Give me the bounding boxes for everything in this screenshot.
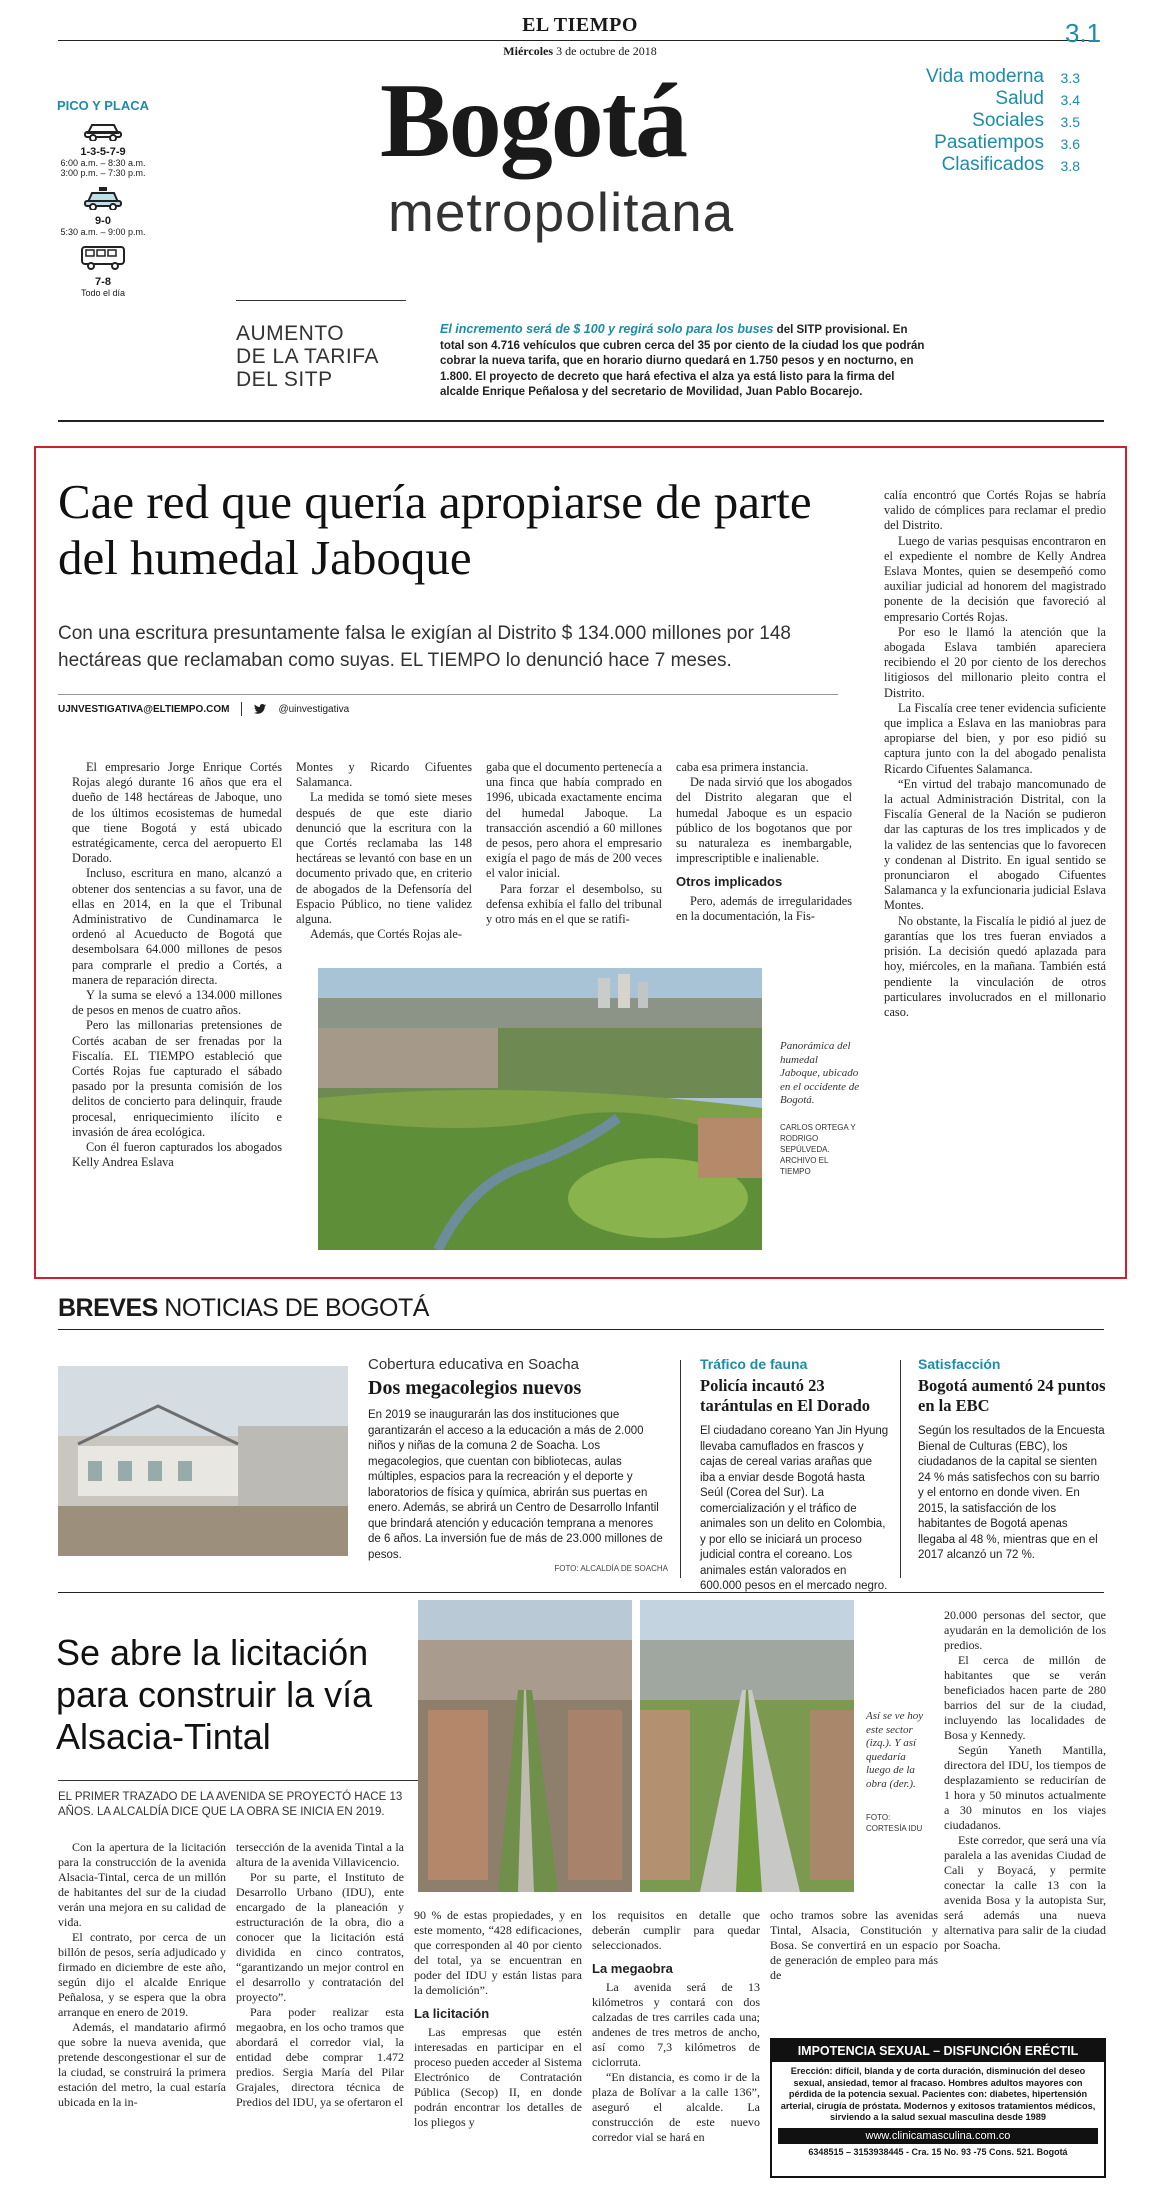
car-icon <box>83 119 123 141</box>
cars-hours-2: 3:00 p.m. – 7:30 p.m. <box>60 168 146 178</box>
paragraph: Pero las millonarias pretensiones de Cortés acaban de ser frenadas por la Fiscalía. EL TIEMPO estableció que Cortés Rojas fue capturado el sábado pasado por la presunta comisión de los delitos de concierto para delinquir, fraude procesal, enriquecimiento ilícito e invasión de área ecológica. <box>72 1018 282 1139</box>
alsacia-photo-caption: Así se ve hoy este sector (izq.). Y así quedaría luego de la obra (der.). <box>866 1710 924 1790</box>
taxis-hours: 5:30 a.m. – 9:00 p.m. <box>60 227 146 237</box>
paragraph: tersección de la avenida Tintal a la altura de la avenida Villavicencio. <box>236 1840 404 1869</box>
paragraph: gaba que el documento pertenecía a una finca que había comprado en 1996, ubicada exactamente encima del humedal Jaboque. La transacción ascendió a 60 millones de pesos, pero ahora el empresario exigía el pago de más de 200 veces el valor inicial. <box>486 760 662 881</box>
page-number: 3.1 <box>1065 18 1102 48</box>
breves-rest: NOTICIAS DE BOGOTÁ <box>157 1294 429 1322</box>
byline-twitter[interactable]: @uinvestigativa <box>278 703 350 715</box>
paragraph: Para poder realizar esta megaobra, en los ocho tramos que abordará el corredor vial, la entidad debe comprar 1.472 predios. Sergia María del Pilar Grajales, directora técnica de Predios del IDU, ya se ofertaron el <box>236 2005 404 2109</box>
paragraph: caba esa primera instancia. <box>676 760 809 774</box>
alsacia-photo-after <box>640 1600 854 1892</box>
paragraph: El empresario Jorge Enrique Cortés Rojas alegó durante 16 años que era el dueño de 148 hectáreas de Jaboque, uno de los últimos ecosistemas de humedal que tiene Bogotá y está ubicado estratégicamente, cerca del aeropuerto El Dorado. <box>72 760 282 866</box>
subhead: La licitación <box>414 2006 490 2021</box>
paragraph: No obstante, la Fiscalía le pidió al juez de garantías que los tres fueran enviados a prisión. La decisión quedó aplazada para hoy, miércoles, en la mañana. También está pendiente la vinculación de otros particulares involucrados en el millonario caso. <box>884 913 1106 1019</box>
byline-rule <box>58 694 838 695</box>
paragraph: calía encontró que Cortés Rojas se habría valido de cómplices para reclamar el predio del Distrito. <box>884 488 1106 533</box>
paragraph: La avenida será de 13 kilómetros y contará con dos calzadas de tres carriles cada una; andenes de tres metros de ancho, así como 7,3 kilómetros de ciclorruta. <box>592 1980 760 2069</box>
breves-label <box>58 1294 429 1323</box>
wetland-aerial-image <box>318 968 762 1250</box>
avenue-after-image <box>640 1600 854 1892</box>
breves-rule <box>58 1329 1104 1330</box>
ad-body: Erección: difícil, blanda y de corta duración, disminución del deseo sexual, ansiedad, temor al fracaso. Hombres adultos mayores con pérdida de la potencia sexual. Pacientes con: diabetes, hipertensión arterial, cirugía de próstata. Modernos y exitosos tratamientos médicos, sirviendo a la salud sexual masculina desde 1989 <box>780 2066 1096 2122</box>
paragraph: Para forzar el desembolso, su defensa exhibía el fallo del tribunal y otro más en el que se ratifi- <box>486 881 662 927</box>
section-title: Bogotá <box>380 62 686 179</box>
paragraph: Además, que Cortés Rojas ale- <box>310 927 462 942</box>
brief-1 <box>368 1356 668 1573</box>
brief-3-body: Según los resultados de la Encuesta Bienal de Culturas (EBC), los ciudadanos de la capital se sienten 24 % más satisfechos con su barrio y el entorno en donde viven. En 2015, la satisfacción de los habitantes de Bogotá apenas llegaba al 48 %, mientras que en el 2017 alcanzó un 72 %. <box>918 1425 1105 1561</box>
paragraph: El cerca de millón de habitantes que se verán beneficiados hacen parte de 280 barrios del sur de la ciudad, incluyendo las localidades de Bosa y Kennedy. <box>944 1653 1106 1742</box>
breves-bold: BREVES <box>58 1294 158 1322</box>
alsacia-photo-credit: FOTO: CORTESÍA IDU <box>866 1813 923 1833</box>
paragraph: los requisitos en detalle que deberán cumplir para quedar seleccionados. <box>592 1908 760 1952</box>
paragraph: Con él fueron capturados los abogados Kelly Andrea Eslava <box>72 1140 282 1170</box>
date-day: Miércoles <box>503 44 554 58</box>
sitp-lead-rest: del SITP provisional. <box>773 324 890 336</box>
pico-placa-box <box>48 98 158 298</box>
index-item[interactable]: Clasificados 3.8 <box>941 154 1080 175</box>
masthead-rule <box>58 40 1098 41</box>
subhead: La megaobra <box>592 1961 673 1976</box>
brief-2 <box>700 1356 890 1595</box>
cars-digits: 1-3-5-7-9 <box>80 146 126 158</box>
brief-3 <box>918 1356 1106 1564</box>
alsacia-col-2 <box>236 1840 404 2110</box>
brief-2-body: El ciudadano coreano Yan Jin Hyung llevaba camuflados en frascos y cajas de cereal varias arañas que iba a enviar desde Bogotá hasta Seúl (Corea del Sur). La comercialización y el tráfico de animales son un delito en Colombia, y por ello se iniciará un proceso judicial contra el coreano. Los animales están valorados en 600.000 pesos en el mercado negro. <box>700 1425 889 1592</box>
brief-1-headline: Dos megacolegios nuevos <box>368 1377 582 1399</box>
paragraph: “En distancia, es como ir de la plaza de Bolívar a la calle 136”, aseguró el alcalde. La construcción de este nuevo corredor vial se hará en <box>592 2070 760 2144</box>
alsacia-headline: Se abre la licitación para construir la vía Alsacia-Tintal <box>56 1632 373 1757</box>
brief-2-headline: Policía incautó 23 tarántulas en El Dorado <box>700 1376 871 1415</box>
main-deck: Con una escritura presuntamente falsa le exigían al Distrito $ 134.000 millones por 148 hectáreas que reclamaban como suyas. EL TIEMPO lo denunció hace 7 meses. <box>58 623 791 671</box>
brief-1-body: En 2019 se inaugurarán las dos instituciones que garantizarán el acceso a la educación a más de 2.000 niños y niñas de la comuna 2 de Soacha. Los megacolegios, que cuentan con bibliotecas, aulas múltiples, espacios para la recreación y el deporte y laboratorios de física y química, abrirán sus puertas en enero. Además, se abrirá un Centro de Desarrollo Infantil que brindará atención y educación temprana a menores de 6 años. La inversión fue de más de 23.000 millones de pesos. <box>368 1409 663 1561</box>
subhead: Otros implicados <box>676 874 783 890</box>
brief-3-headline: Bogotá aumentó 24 puntos en la EBC <box>918 1376 1106 1415</box>
paragraph: Incluso, escritura en mano, alcanzó a obtener dos sentencias a su favor, una de ellas en 2014, en la que el Tribunal Administrativo de Cundinamarca le ordenó al Acueducto de Bogotá que desembolsara 64.000 millones de pesos para comprarle el predio a Cortés, a manera de reparación directa. <box>72 866 282 987</box>
sitp-lead: El incremento será de $ 100 y regirá solo para los buses <box>440 322 774 336</box>
paragraph: Y la suma se elevó a 134.000 millones de pesos en menos de cuatro años. <box>72 988 282 1018</box>
twitter-icon <box>254 704 266 714</box>
avenue-before-image <box>418 1600 632 1892</box>
paragraph: Montes y Ricardo Cifuentes Salamanca. <box>296 760 472 790</box>
index-item[interactable]: Salud 3.4 <box>995 88 1080 109</box>
brief-1-credit: FOTO: ALCALDÍA DE SOACHA <box>554 1564 668 1573</box>
jaboque-photo-credit: CARLOS ORTEGA Y RODRIGO SEPÚLVEDA. ARCHIVO EL TIEMPO <box>780 1123 856 1176</box>
paragraph: La Fiscalía cree tener evidencia suficiente que implica a Eslava en las maniobras para apropiarse del bien, y por eso pidió su captura junto con la del abogado penalista Ricardo Cifuentes Salamanca. <box>884 700 1106 776</box>
pico-placa-title: PICO Y PLACA <box>57 98 149 113</box>
main-col-4 <box>676 760 852 924</box>
section-subtitle: metropolitana <box>388 181 735 243</box>
main-col-3 <box>486 760 662 927</box>
alsacia-col-5 <box>770 1908 938 1983</box>
paragraph: Además, el mandatario afirmó que sobre la nueva avenida, que pretende descongestionar el sur de la ciudad, se construirá la primera estación del metro, la cual estaría ubicada en la in- <box>58 2020 226 2109</box>
paragraph: Este corredor, que será una vía paralela a las avenidas Ciudad de Cali y Boyacá, y permite conectar la calle 13 con la avenida Bosa y la autopista Sur, será además una nueva alternativa para salir de la ciudad por Soacha. <box>944 1833 1106 1952</box>
paragraph: Por su parte, el Instituto de Desarrollo Urbano (IDU), ente encargado de la planeación y estructuración de la obra, dio a conocer que la licitación está dividida en cinco contratos, “garantizando un mejor control en el desarrollo y contratación del proyecto”. <box>236 1870 404 2004</box>
alsacia-col-4 <box>592 1908 760 2145</box>
ad-contact: 6348515 – 3153938445 - Cra. 15 No. 93 -75 Cons. 521. Bogotá <box>808 2146 1068 2157</box>
brief-1-kicker: Cobertura educativa en Soacha <box>368 1356 579 1373</box>
ad-title: IMPOTENCIA SEXUAL – DISFUNCIÓN ERÉCTIL <box>772 2040 1104 2062</box>
brief-divider <box>680 1360 681 1578</box>
sitp-body: En total son 4.716 vehículos que cubren cerca del 35 por ciento de la ciudad los que podrán cobrar la nueva tarifa, que en horario diurno quedará en 1.750 pesos y en nocturno, en 1.800. El proyecto de decreto que hará efectiva el alza ya está listo para la firma del alcalde Enrique Peñalosa y del secretario de Movilidad, Juan Pablo Bocarejo. <box>440 324 925 398</box>
jaboque-photo <box>318 968 762 1250</box>
paragraph: Luego de varias pesquisas encontraron en el expediente el nombre de Kelly Andrea Eslava Montes, quien se desempeñó como auxiliar judicial ad honorem del magistrado ponente de la decisión que favoreció al empresario Cortés Rojas. <box>884 533 1106 624</box>
brand-name: EL TIEMPO <box>522 14 638 36</box>
section-index <box>880 66 1080 176</box>
megacolegio-photo <box>58 1366 348 1556</box>
byline-email[interactable]: UJNVESTIGATIVA@ELTIEMPO.COM <box>58 703 230 715</box>
paragraph: 90 % de estas propiedades, y en este momento, “428 edificaciones, que corresponden al 40 por ciento del total, ya se encuentran en poder del IDU y están listas para la demolición”. <box>414 1908 582 1997</box>
cars-hours-1: 6:00 a.m. – 8:30 a.m. <box>60 158 146 168</box>
alsacia-col-1 <box>58 1840 226 2110</box>
special-hours: Todo el día <box>80 288 126 298</box>
date-rest: 3 de octubre de 2018 <box>556 44 657 58</box>
paragraph: Por eso le llamó la atención que la abogada Eslava también apareciera recibiendo el 20 por ciento de los derechos litigiosos del millonario pleito contra el Distrito. <box>884 624 1106 700</box>
paragraph: 20.000 personas del sector, que ayudarán en la demolición de los predios. <box>944 1608 1106 1652</box>
main-headline: Cae red que quería apropiarse de parte del humedal Jaboque <box>58 474 812 585</box>
index-item[interactable]: Sociales 3.5 <box>972 110 1080 131</box>
paragraph: Pero, además de irregularidades en la documentación, la Fis- <box>676 893 852 923</box>
alsacia-rule <box>58 1780 418 1781</box>
clinic-ad <box>770 2038 1106 2178</box>
main-col-5 <box>884 488 1106 1020</box>
school-construction-image <box>58 1366 348 1556</box>
main-col-1 <box>72 760 282 1170</box>
index-item[interactable]: Pasatiempos 3.6 <box>934 132 1080 153</box>
paragraph: Según Yaneth Mantilla, directora del IDU, los tiempos de desplazamiento se reducirían de 1 hora y 50 minutos actualmente a 30 minutos en los viajes ciudadanos. <box>944 1743 1106 1832</box>
sitp-brief <box>440 322 934 401</box>
paragraph: Con la apertura de la licitación para la construcción de la avenida Alsacia-Tintal, cerca de un millón de habitantes del sur de la ciudad verán una mejora en su calidad de vida. <box>58 1840 226 1929</box>
byline-divider <box>241 702 242 716</box>
sitp-label: AUMENTO DE LA TARIFA DEL SITP <box>236 322 379 391</box>
main-col-2 <box>296 760 472 942</box>
top-rule <box>58 420 1104 422</box>
sitp-rule <box>236 300 406 301</box>
alsacia-col-6 <box>944 1608 1106 1953</box>
brief-3-kicker: Satisfacción <box>918 1356 1001 1372</box>
bus-icon <box>80 245 126 271</box>
index-item[interactable]: Vida moderna 3.3 <box>926 66 1080 87</box>
special-digits: 7-8 <box>95 276 111 288</box>
jaboque-photo-caption: Panorámica del humedal Jaboque, ubicado en el occidente de Bogotá. <box>780 1040 860 1106</box>
alsacia-photo-before <box>418 1600 632 1892</box>
edition-date <box>480 44 680 59</box>
paragraph: ocho tramos sobre las avenidas Tintal, Alsacia, Constitución y Bosa. Se convertirá en un espacio de generación de empleo para más de <box>770 1908 938 1982</box>
paragraph: Las empresas que estén interesadas en participar en el proceso pueden acceder al Sistema Electrónico de Contratación Pública (Secop) II, en donde podrán encontrar los detalles de los pliegos y <box>414 2025 582 2129</box>
brief-2-kicker: Tráfico de fauna <box>700 1356 808 1372</box>
paragraph: La medida se tomó siete meses después de que este diario denunció que la escritura con la que Cortés reclamaba las 148 hectáreas se levantó con base en un documento privado que, en criterio de abogados de la Defensoría del Espacio Público, no tiene validez alguna. <box>296 790 472 927</box>
alsacia-col-3 <box>414 1908 582 2130</box>
paragraph: De nada sirvió que los abogados del Distrito alegaran que el humedal Jaboque es un espacio público de los bogotanos que por su naturaleza es inembargable, imprescriptible e inalienable. <box>676 775 852 866</box>
paragraph: El contrato, por cerca de un billón de pesos, sería adjudicado y firmado en diciembre de este año, según dijo el alcalde Enrique Peñalosa, y se espera que la obra arranque en enero de 2019. <box>58 1930 226 2019</box>
byline <box>58 702 349 716</box>
paragraph: “En virtud del trabajo mancomunado de la actual Administración Distrital, con la Fiscalía General de la Nación se pudieron dar las capturas de los tres implicados y de la validez de las sentencias que lo favorecen y condenan al Distrito. En igual sentido se pronunciaron el abogado Cifuentes Salamanca y la exfuncionaria judicial Eslava Montes. <box>884 776 1106 913</box>
taxi-icon <box>83 186 123 210</box>
alsacia-deck: EL PRIMER TRAZADO DE LA AVENIDA SE PROYECTÓ HACE 13 AÑOS. LA ALCALDÍA DICE QUE LA OBRA SE INICIA EN 2019. <box>58 1791 403 1818</box>
brief-divider <box>900 1360 901 1578</box>
ad-web[interactable]: www.clinicamasculina.com.co <box>778 2128 1098 2144</box>
taxis-digits: 9-0 <box>95 215 111 227</box>
breves-bottom-rule <box>58 1592 1104 1593</box>
